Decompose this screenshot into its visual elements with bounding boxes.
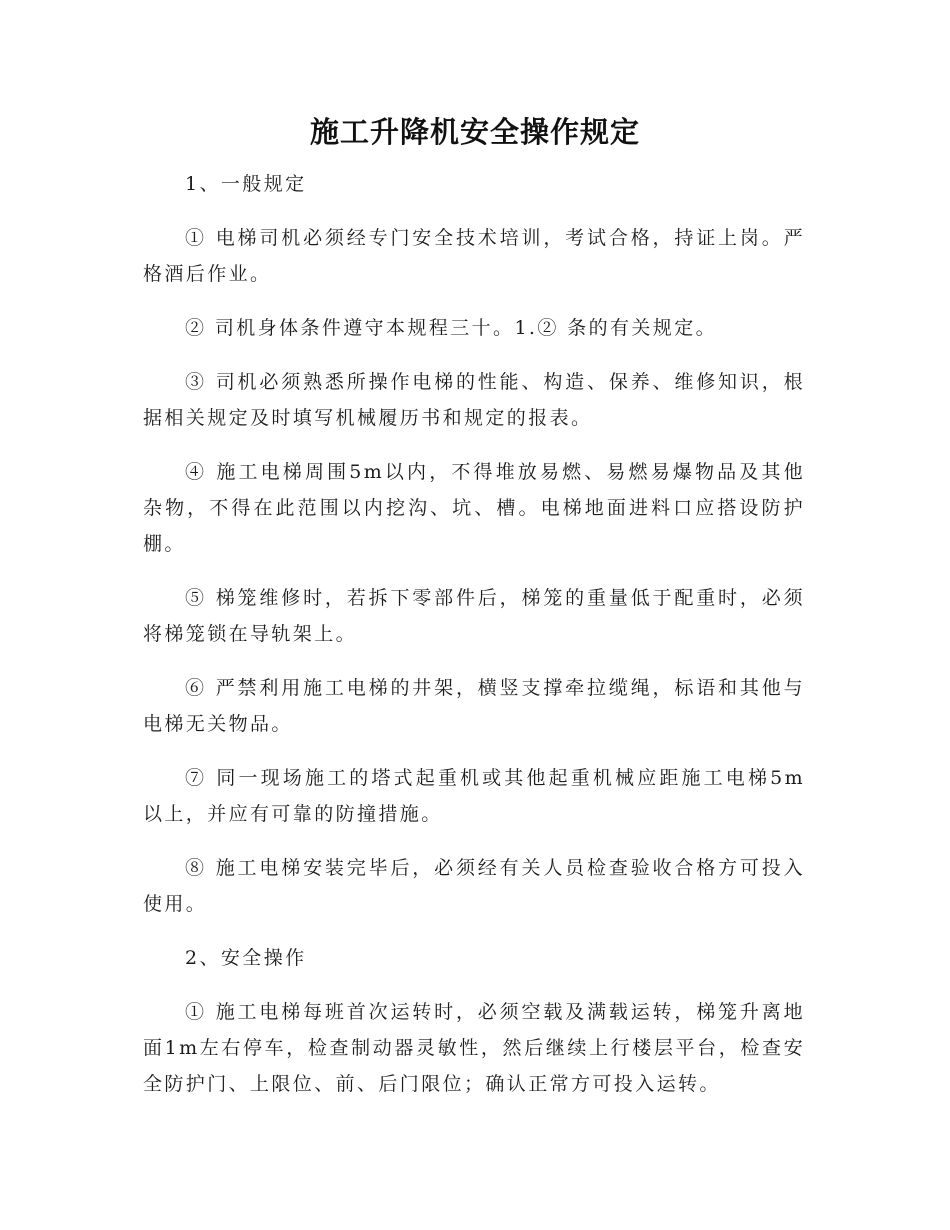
paragraph-general-5: ⑤ 梯笼维修时，若拆下零部件后，梯笼的重量低于配重时，必须将梯笼锁在导轨架上。	[143, 587, 805, 645]
paragraph-general-7: ⑦ 同一现场施工的塔式起重机或其他起重机械应距施工电梯5m以上，并应有可靠的防撞措施。	[143, 767, 805, 825]
paragraph-general-3: ③ 司机必须熟悉所操作电梯的性能、构造、保养、维修知识，根据相关规定及时填写机械履历书和规定的报表。	[143, 371, 805, 429]
paragraph-operation-1: ① 施工电梯每班首次运转时，必须空载及满载运转，梯笼升离地面1m左右停车，检查制动器灵敏性，然后继续上行楼层平台，检查安全防护门、上限位、前、后门限位；确认正常方可投入运转。	[143, 1001, 805, 1095]
paragraph-general-8: ⑧ 施工电梯安装完毕后，必须经有关人员检查验收合格方可投入使用。	[143, 857, 805, 915]
section-heading-general: 1、一般规定	[185, 173, 307, 195]
paragraph-general-6: ⑥ 严禁利用施工电梯的井架，横竖支撑牵拉缆绳，标语和其他与电梯无关物品。	[143, 677, 805, 735]
paragraph-general-1: ① 电梯司机必须经专门安全技术培训，考试合格，持证上岗。严格酒后作业。	[143, 227, 805, 285]
paragraph-general-4: ④ 施工电梯周围5m以内，不得堆放易燃、易燃易爆物品及其他杂物，不得在此范围以内挖沟、坑、槽。电梯地面进料口应搭设防护棚。	[143, 461, 805, 555]
document-title: 施工升降机安全操作规定	[309, 115, 640, 149]
paragraph-general-2: ② 司机身体条件遵守本规程三十。1.② 条的有关规定。	[185, 317, 718, 339]
document-body	[143, 166, 805, 1120]
section-heading-operation: 2、安全操作	[185, 947, 307, 969]
